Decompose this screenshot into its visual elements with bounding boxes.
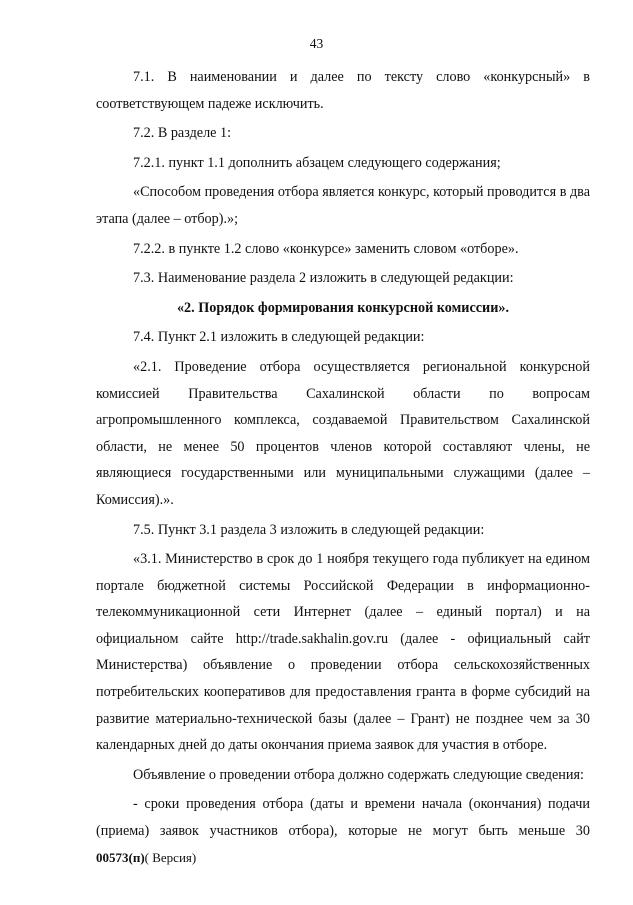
section-heading: «2. Порядок формирования конкурсной комиссии». bbox=[176, 299, 510, 316]
paragraph-7-2: 7.2. В разделе 1: bbox=[133, 125, 232, 142]
paragraph-quote-3-1: «3.1. Министерство в срок до 1 ноября текущего года публикует на едином портале бюджетной системы Российской Федерации в информационно-телекоммуникационной сети Интернет (далее – единый портал) и на официальном сайте http://trade.sakhalin.gov.ru (далее - официальный сайт Министерства) объявление о проведении отбора сельскохозяйственных потребительских кооперативов для предоставления гранта в форме субсидий на развитие материально-технической базы (далее – Грант) не позднее чем за 30 календарных дней до даты окончания приема заявок для участия в отборе. bbox=[96, 551, 590, 754]
paragraph-7-4: 7.4. Пункт 2.1 изложить в следующей редакции: bbox=[133, 329, 425, 346]
paragraph-7-2-1: 7.2.1. пункт 1.1 дополнить абзацем следующего содержания; bbox=[133, 154, 501, 171]
document-footer bbox=[96, 850, 196, 866]
paragraph-announcement: Объявление о проведении отбора должно содержать следующие сведения: bbox=[133, 766, 584, 783]
document-version: ( Версия) bbox=[144, 850, 197, 865]
page-number: 43 bbox=[309, 36, 324, 51]
paragraph-quote-method: «Способом проведения отбора является конкурс, который проводится в два этапа (далее – отбор).»; bbox=[96, 184, 590, 227]
paragraph-7-2-2: 7.2.2. в пункте 1.2 слово «конкурсе» заменить словом «отборе». bbox=[133, 240, 519, 257]
paragraph-7-1: 7.1. В наименовании и далее по тексту слово «конкурсный» в соответствующем падеже исключить. bbox=[96, 69, 590, 112]
paragraph-quote-2-1: «2.1. Проведение отбора осуществляется региональной конкурсной комиссией Правительства Сахалинской области по вопросам агропромышленного комплекса, создаваемой Правительством Сахалинской области, не менее 50 процентов членов которой составляют члены, не являющиеся государственными или муниципальными служащими (далее – Комиссия).». bbox=[96, 358, 590, 508]
paragraph-7-3: 7.3. Наименование раздела 2 изложить в следующей редакции: bbox=[133, 270, 514, 287]
paragraph-terms: - сроки проведения отбора (даты и времени начала (окончания) подачи (приема) заявок участников отбора), которые не могут быть меньше 30 bbox=[96, 796, 590, 840]
document-body bbox=[96, 64, 590, 845]
paragraph-7-5: 7.5. Пункт 3.1 раздела 3 изложить в следующей редакции: bbox=[133, 521, 485, 538]
document-code: 00573(п) bbox=[96, 850, 145, 865]
